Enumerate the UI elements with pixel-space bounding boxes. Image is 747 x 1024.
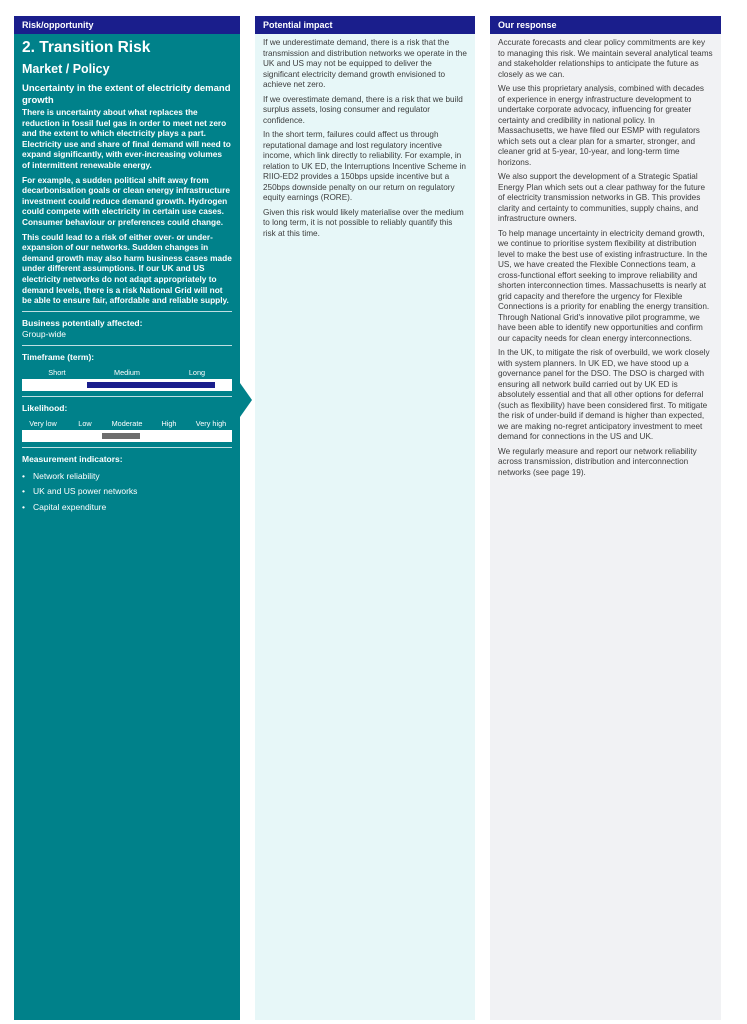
risk-body <box>14 34 240 515</box>
likelihood-scale <box>22 419 232 428</box>
likelihood-bar-fill <box>102 433 140 439</box>
divider <box>22 311 232 312</box>
timeframe-medium: Medium <box>114 367 140 377</box>
impact-paragraph: If we underestimate demand, there is a risk that the transmission and distribution networks we operate in the UK and US may not be equipped to deliver the significant electricity demand growth envisioned to achieve net zero. <box>263 38 467 89</box>
risk-column <box>14 16 240 1020</box>
impact-paragraph: Given this risk would likely materialise over the medium to long term, it is not possible to reliably quantify this risk at this time. <box>263 207 464 238</box>
timeframe-bar <box>22 379 232 391</box>
response-paragraph: Accurate forecasts and clear policy commitments are key to managing this risk. We maintain several analytical teams and stakeholder relationships to anticipate the future as closely as we can. <box>498 38 713 79</box>
likelihood-bar <box>22 430 232 442</box>
response-paragraph: To help manage uncertainty in electricity demand growth, we continue to prioritise system flexibility at distribution level to make the best use of existing infrastructure. In the US, we have created the Flexible Connections team, a cross-functional effort seeking to improve reliability and shorten interconnection times. Massachusetts is nearly at grid capacity and therefore the urgency for Flexible Connections is a priority for enabling the energy transition. Through National Grid's innovative pilot programme, we have been able to identify new opportunities and confirm our capacity needs for clean energy interconnections. <box>498 228 710 343</box>
risk-paragraph: This could lead to a risk of either over- or under-expansion of our networks. Sudden changes in demand growth may also harm business cases made under different assumptions. If our UK and US electricity networks do not adapt appropriately to demand levels, there is a risk National Grid will not be able to ensure fair, affordable and reliable supply. <box>22 231 232 306</box>
indicators-list <box>22 469 232 516</box>
impact-paragraph: If we overestimate demand, there is a risk that we build surplus assets, losing consumer and regulator confidence. <box>263 94 463 125</box>
impact-column <box>255 16 475 1020</box>
likelihood-very-high: Very high <box>195 418 227 428</box>
response-paragraph: We regularly measure and report our network reliability across transmission, distribution and interconnection networks (see page 19). <box>498 446 697 477</box>
response-paragraph: We use this proprietary analysis, combined with decades of experience in energy infrastructure development to undertake corporate advocacy, influencing for greater certainty and credibility in national policy. In Massachusetts, we have filed our ESMP with regulators which sets out a clear plan for a smarter, stronger, and cleaner grid at 5-year, 10-year, and long-term time horizons. <box>498 84 705 167</box>
indicator-item: • Capital expenditure <box>22 500 232 516</box>
timeframe-short: Short <box>48 367 66 377</box>
indicators-label: Measurement indicators: <box>22 453 123 464</box>
business-affected-value: Group-wide <box>22 328 66 339</box>
risk-paragraph: There is uncertainty about what replaces the reduction in fossil fuel gas in order to meet net zero and the extent to which electricity plays a part. Electricity use and share of final demand will need to expand significantly, with ever-increasing volumes of intermittent renewable energy. <box>22 107 231 170</box>
risk-column-header: Risk/opportunity <box>14 16 240 34</box>
indicator-item: • Network reliability <box>22 469 232 485</box>
likelihood-very-low: Very low <box>29 418 57 428</box>
likelihood-moderate: Moderate <box>111 418 143 428</box>
risk-paragraph: For example, a sudden political shift away from decarbonisation goals or clean energy infrastructure investment could reduce demand growth. Hydrogen could compete with electricity in certain use cases. Consumer behaviour or preferences could change. <box>22 174 230 227</box>
impact-column-header: Potential impact <box>255 16 475 34</box>
business-affected-label: Business potentially affected: <box>22 317 143 328</box>
response-paragraph: In the UK, to mitigate the risk of overbuild, we work closely with system planners. In UK ED, we have stood up a governance panel for the DSO. The DSO is charged with ensuring all network build carried out by UK ED is absolutely essential and that all other options for deferral (such as flexibility) have been considered first. To mitigate the risk of under-build if demand is higher than expected, we are making no-regret anticipatory investment to meet demand for connections in the US and UK. <box>498 348 710 441</box>
timeframe-label: Timeframe (term): <box>22 351 95 362</box>
likelihood-low: Low <box>78 418 92 428</box>
timeframe-bar-fill <box>87 382 215 388</box>
response-column-header: Our response <box>490 16 721 34</box>
risk-title: 2. Transition Risk <box>22 39 151 56</box>
response-body <box>490 34 721 478</box>
risk-subtitle: Market / Policy <box>22 62 110 76</box>
divider <box>22 345 232 346</box>
risk-heading: Uncertainty in the extent of electricity demand growth <box>22 83 231 106</box>
timeframe-scale <box>22 368 232 377</box>
timeframe-long: Long <box>188 367 206 377</box>
likelihood-label: Likelihood: <box>22 402 68 413</box>
impact-body <box>255 34 475 239</box>
response-column <box>490 16 721 1020</box>
divider <box>22 396 232 397</box>
likelihood-high: High <box>161 418 177 428</box>
response-paragraph: We also support the development of a Strategic Spatial Energy Plan which sets out a clear pathway for the future of electricity transmission networks in GB. This provides clarity and certainty to communities, supply chains, and infrastructure owners. <box>498 172 706 223</box>
arrow-pointer-icon <box>240 383 252 417</box>
impact-paragraph: In the short term, failures could affect us through reputational damage and lost regulatory incentive income, which link directly to reliability. For example, in relation to UK ED, the Interruptions Incentive Scheme in RIIO-ED2 provides a 150bps upside incentive but a 250bps downside penalty on our return on regulatory equity earnings (RORE). <box>263 130 466 202</box>
divider <box>22 447 232 448</box>
indicator-item: • UK and US power networks <box>22 484 232 500</box>
